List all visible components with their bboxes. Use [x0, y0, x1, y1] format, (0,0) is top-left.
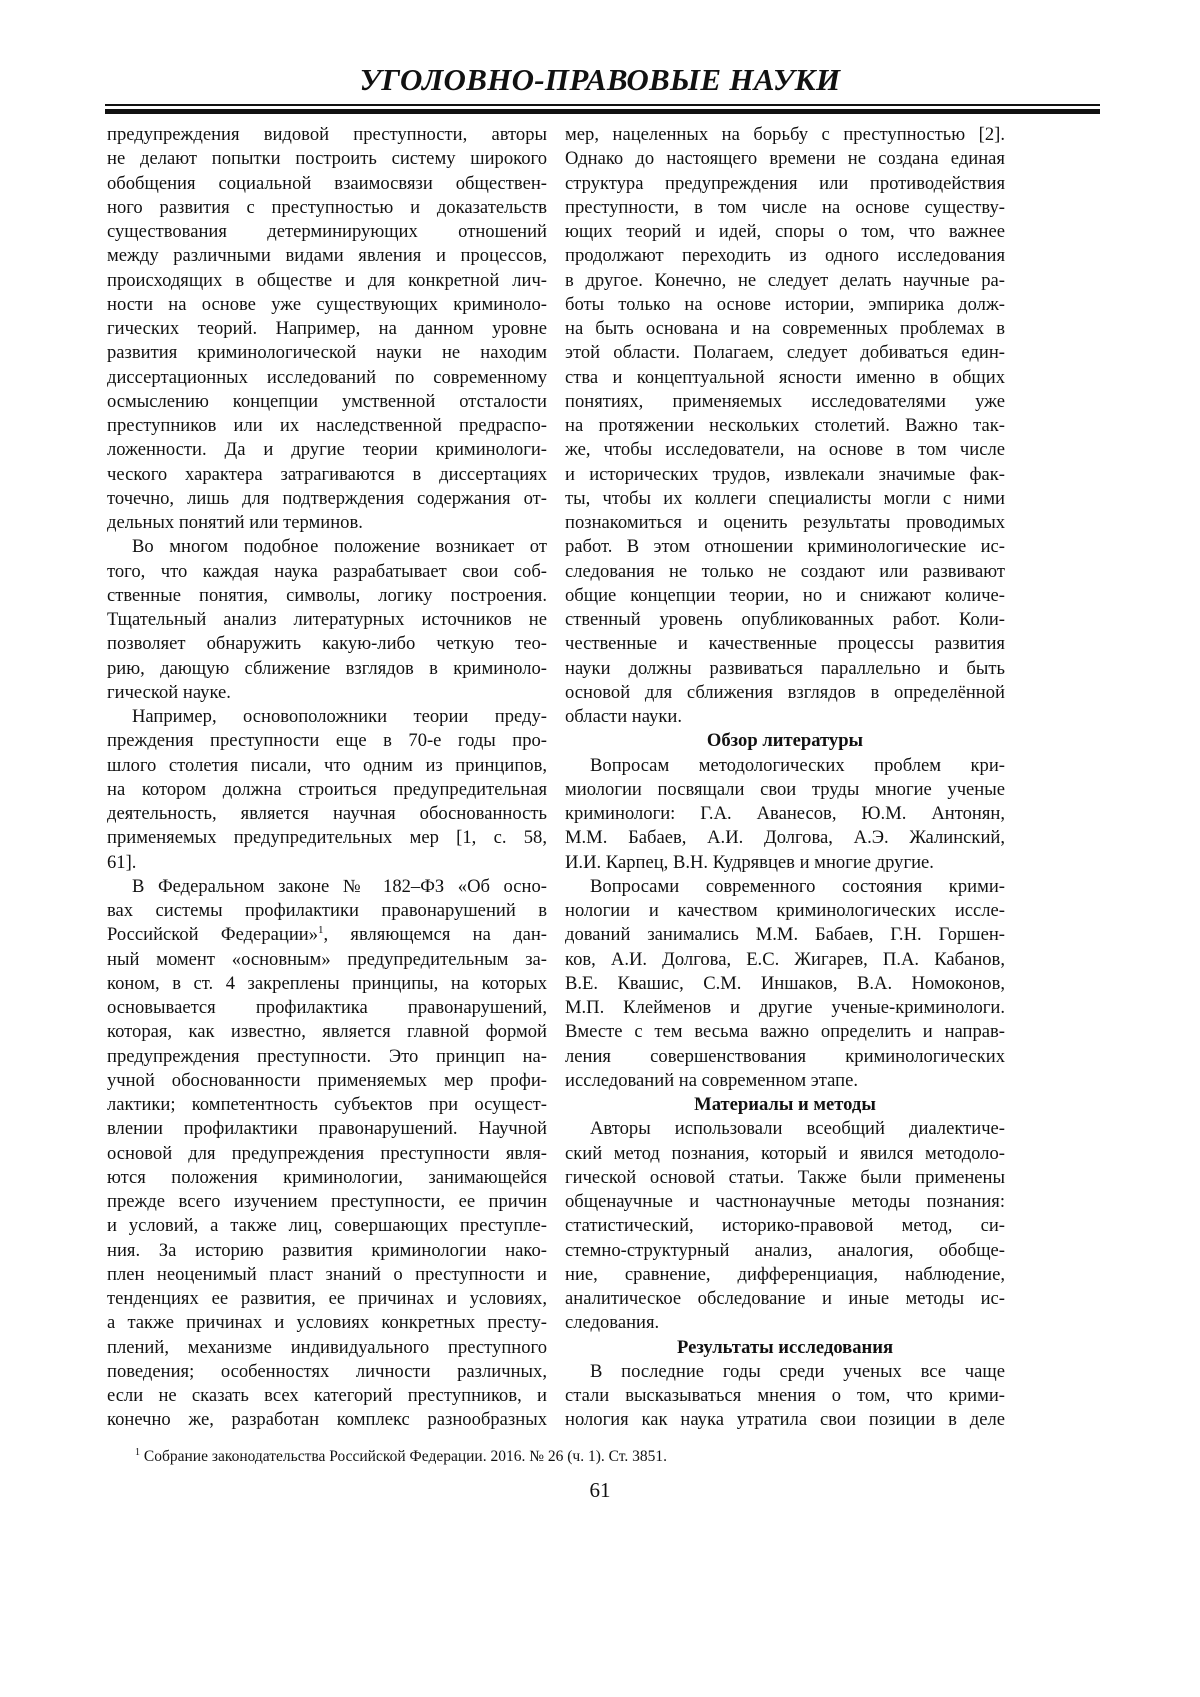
text-line: Вопросам методологических проблем кри-: [565, 754, 1005, 778]
text-line: работ. В этом отношении криминологические ис-: [565, 535, 1005, 559]
text-line: на котором должна строиться предупредительная: [107, 778, 547, 802]
text-line: ющих теорий и идей, споры о том, что важнее: [565, 220, 1005, 244]
footnote: [135, 1448, 667, 1466]
text-line: в другое. Конечно, не следует делать научные ра-: [565, 269, 1005, 293]
text-line: на быть основана и на современных проблемах в: [565, 317, 1005, 341]
text-line: ский метод познания, который и явился методоло-: [565, 1142, 1005, 1166]
text-line: предупреждения преступности. Это принцип на-: [107, 1045, 547, 1069]
text-line: осмыслению концепции умственной отсталости: [107, 390, 547, 414]
header-rule-thick: [105, 109, 1100, 114]
text-line: тенденциях ее развития, ее причинах и условиях,: [107, 1287, 547, 1311]
text-line: И.И. Карпец, В.Н. Кудрявцев и многие другие.: [565, 851, 1005, 875]
text-line: шлого столетия писали, что одним из принципов,: [107, 754, 547, 778]
text-line: ков, А.И. Долгова, Е.С. Жигарев, П.А. Кабанов,: [565, 948, 1005, 972]
text-line: В Федеральном законе № 182–ФЗ «Об осно-: [107, 875, 547, 899]
paragraph: [565, 1360, 1005, 1433]
text-line: же, чтобы исследователи, на основе в том числе: [565, 438, 1005, 462]
right-column: [565, 123, 1005, 1433]
text-line: следования.: [565, 1311, 1005, 1335]
paragraph: [565, 875, 1005, 1093]
section-heading: Обзор литературы: [565, 729, 1005, 753]
text-line: плений, механизме индивидуального преступного: [107, 1336, 547, 1360]
text-line: ного развития с преступностью и доказательств: [107, 196, 547, 220]
text-line: Однако до настоящего времени не создана единая: [565, 147, 1005, 171]
text-line: не делают попытки построить систему широкого: [107, 147, 547, 171]
paragraph: [565, 123, 1005, 729]
text-line: прежде всего изучением преступности, ее причин: [107, 1190, 547, 1214]
text-line: деятельность, является научная обоснованность: [107, 802, 547, 826]
text-line: Вместе с тем весьма важно определить и направ-: [565, 1020, 1005, 1044]
text-line: существования детерминирующих отношений: [107, 220, 547, 244]
footnote-ref: 1: [318, 924, 324, 936]
footnote-marker: 1: [135, 1447, 140, 1458]
text-line: нологии и качеством криминологических иссле-: [565, 899, 1005, 923]
text-line: преждения преступности еще в 70-е годы про-: [107, 729, 547, 753]
text-line: между различными видами явления и процессов,: [107, 244, 547, 268]
text-line: мер, нацеленных на борьбу с преступностью [2].: [565, 123, 1005, 147]
text-line: преступников или их наследственной предраспо-: [107, 414, 547, 438]
text-line: ственный уровень опубликованных работ. Коли-: [565, 608, 1005, 632]
text-line: науки должны развиваться параллельно и быть: [565, 657, 1005, 681]
paragraph: [565, 1117, 1005, 1335]
text-line: Авторы использовали всеобщий диалектиче-: [565, 1117, 1005, 1141]
text-line: вах системы профилактики правонарушений в: [107, 899, 547, 923]
text-line: а также причинах и условиях конкретных престу-: [107, 1311, 547, 1335]
text-line: ческого характера затрагиваются в диссертациях: [107, 463, 547, 487]
text-line: диссертационных исследований по современному: [107, 366, 547, 390]
text-line: основой для предупреждения преступности явля-: [107, 1142, 547, 1166]
text-line: обобщения социальной взаимосвязи обществен-: [107, 172, 547, 196]
text-line: нология как наука утратила свои позиции в деле: [565, 1408, 1005, 1432]
text-line: ния. За историю развития криминологии нако-: [107, 1239, 547, 1263]
text-line: статистический, историко-правовой метод, си-: [565, 1214, 1005, 1238]
text-line: [107, 923, 547, 947]
text-line: ства и концептуальной ясности именно в общих: [565, 366, 1005, 390]
text-line: М.П. Клейменов и другие ученые-криминологи.: [565, 996, 1005, 1020]
text-line: ный момент «основным» предупредительным за-: [107, 948, 547, 972]
text-line: и условий, а также лиц, совершающих преступле-: [107, 1214, 547, 1238]
text-line: ственные понятия, символы, логику построения.: [107, 584, 547, 608]
text-line: ложенности. Да и другие теории криминологи-: [107, 438, 547, 462]
text-line: ления совершенствования криминологических: [565, 1045, 1005, 1069]
paragraph: [107, 123, 547, 535]
text-line: 61].: [107, 851, 547, 875]
text-line: поведения; особенностях личности различных,: [107, 1360, 547, 1384]
text-line: на протяжении нескольких столетий. Важно так-: [565, 414, 1005, 438]
text-line: продолжают переходить из одного исследования: [565, 244, 1005, 268]
text-line: коном, в ст. 4 закреплены принципы, на которых: [107, 972, 547, 996]
section-heading: Результаты исследования: [565, 1336, 1005, 1360]
text-line: которая, как известно, является главной формой: [107, 1020, 547, 1044]
header-rule-thin: [105, 104, 1100, 106]
text-line: ты, чтобы их коллеги специалисты могли с ними: [565, 487, 1005, 511]
text-line: понятиях, применяемых исследователями уже: [565, 390, 1005, 414]
text-line: этой области. Полагаем, следует добиваться един-: [565, 341, 1005, 365]
text-line: преступности, в том числе на основе существу-: [565, 196, 1005, 220]
text-line: дельных понятий или терминов.: [107, 511, 547, 535]
text-line: ности на основе уже существующих криминоло-: [107, 293, 547, 317]
text-fragment: , являющемся на дан-: [324, 924, 547, 945]
text-line: чественные и качественные процессы развития: [565, 632, 1005, 656]
text-line: плен неоценимый пласт знаний о преступности и: [107, 1263, 547, 1287]
text-line: общенаучные и частнонаучные методы познания:: [565, 1190, 1005, 1214]
text-line: предупреждения видовой преступности, авторы: [107, 123, 547, 147]
text-line: основывается профилактика правонарушений,: [107, 996, 547, 1020]
text-line: конечно же, разработан комплекс разнообразных: [107, 1408, 547, 1432]
left-column: [107, 123, 547, 1433]
text-line: аналитическое обследование и иные методы ис-: [565, 1287, 1005, 1311]
text-line: гических теорий. Например, на данном уровне: [107, 317, 547, 341]
text-line: М.М. Бабаев, А.И. Долгова, А.Э. Жалинский,: [565, 826, 1005, 850]
text-line: общие концепции теории, но и снижают количе-: [565, 584, 1005, 608]
text-line: криминологи: Г.А. Аванесов, Ю.М. Антонян,: [565, 802, 1005, 826]
text-line: ние, сравнение, дифференциация, наблюдение,: [565, 1263, 1005, 1287]
text-line: миологии посвящали свои труды многие ученые: [565, 778, 1005, 802]
text-line: области науки.: [565, 705, 1005, 729]
text-line: ются положения криминологии, занимающейся: [107, 1166, 547, 1190]
paragraph: [107, 535, 547, 705]
text-line: структура предупреждения или противодействия: [565, 172, 1005, 196]
text-line: боты только на основе истории, эмпирика долж-: [565, 293, 1005, 317]
text-line: того, что каждая наука разрабатывает свои соб-: [107, 560, 547, 584]
text-line: дований занимались М.М. Бабаев, Г.Н. Горшен-: [565, 923, 1005, 947]
text-line: гической основой статьи. Также были применены: [565, 1166, 1005, 1190]
text-line: лактики; компетентность субъектов при осущест-: [107, 1093, 547, 1117]
text-line: влении профилактики правонарушений. Научной: [107, 1117, 547, 1141]
paragraph: [565, 754, 1005, 875]
text-line: стемно-структурный анализ, аналогия, обобще-: [565, 1239, 1005, 1263]
section-heading: Материалы и методы: [565, 1093, 1005, 1117]
text-line: основой для сближения взглядов в определённой: [565, 681, 1005, 705]
text-line: и исторических трудов, извлекали значимые фак-: [565, 463, 1005, 487]
text-line: точечно, лишь для подтверждения содержания от-: [107, 487, 547, 511]
text-line: Например, основоположники теории преду-: [107, 705, 547, 729]
paragraph: [107, 705, 547, 875]
text-line: Во многом подобное положение возникает от: [107, 535, 547, 559]
text-line: Вопросами современного состояния крими-: [565, 875, 1005, 899]
footnote-text: Собрание законодательства Российской Федерации. 2016. № 26 (ч. 1). Ст. 3851.: [140, 1448, 667, 1465]
page-number: 61: [0, 1478, 1200, 1503]
text-line: рию, дающую сближение взглядов в криминоло-: [107, 657, 547, 681]
section-title: УГОЛОВНО-ПРАВОВЫЕ НАУКИ: [0, 62, 1200, 98]
text-line: исследований на современном этапе.: [565, 1069, 1005, 1093]
paragraph: [107, 875, 547, 1433]
text-line: развития криминологической науки не находим: [107, 341, 547, 365]
text-line: учной обоснованности применяемых мер профи-: [107, 1069, 547, 1093]
text-line: следования не только не создают или развивают: [565, 560, 1005, 584]
text-line: происходящих в обществе и для конкретной лич-: [107, 269, 547, 293]
text-line: стали высказываться мнения о том, что крими-: [565, 1384, 1005, 1408]
text-fragment: Российской Федерации»: [107, 924, 318, 945]
text-line: В.Е. Квашис, С.М. Иншаков, В.А. Номоконов,: [565, 972, 1005, 996]
text-line: применяемых предупредительных мер [1, с. 58,: [107, 826, 547, 850]
text-line: если не сказать всех категорий преступников, и: [107, 1384, 547, 1408]
text-line: гической науке.: [107, 681, 547, 705]
text-line: позволяет обнаружить какую-либо четкую тео-: [107, 632, 547, 656]
text-line: познакомиться и оценить результаты проводимых: [565, 511, 1005, 535]
text-line: Тщательный анализ литературных источников не: [107, 608, 547, 632]
text-line: В последние годы среди ученых все чаще: [565, 1360, 1005, 1384]
